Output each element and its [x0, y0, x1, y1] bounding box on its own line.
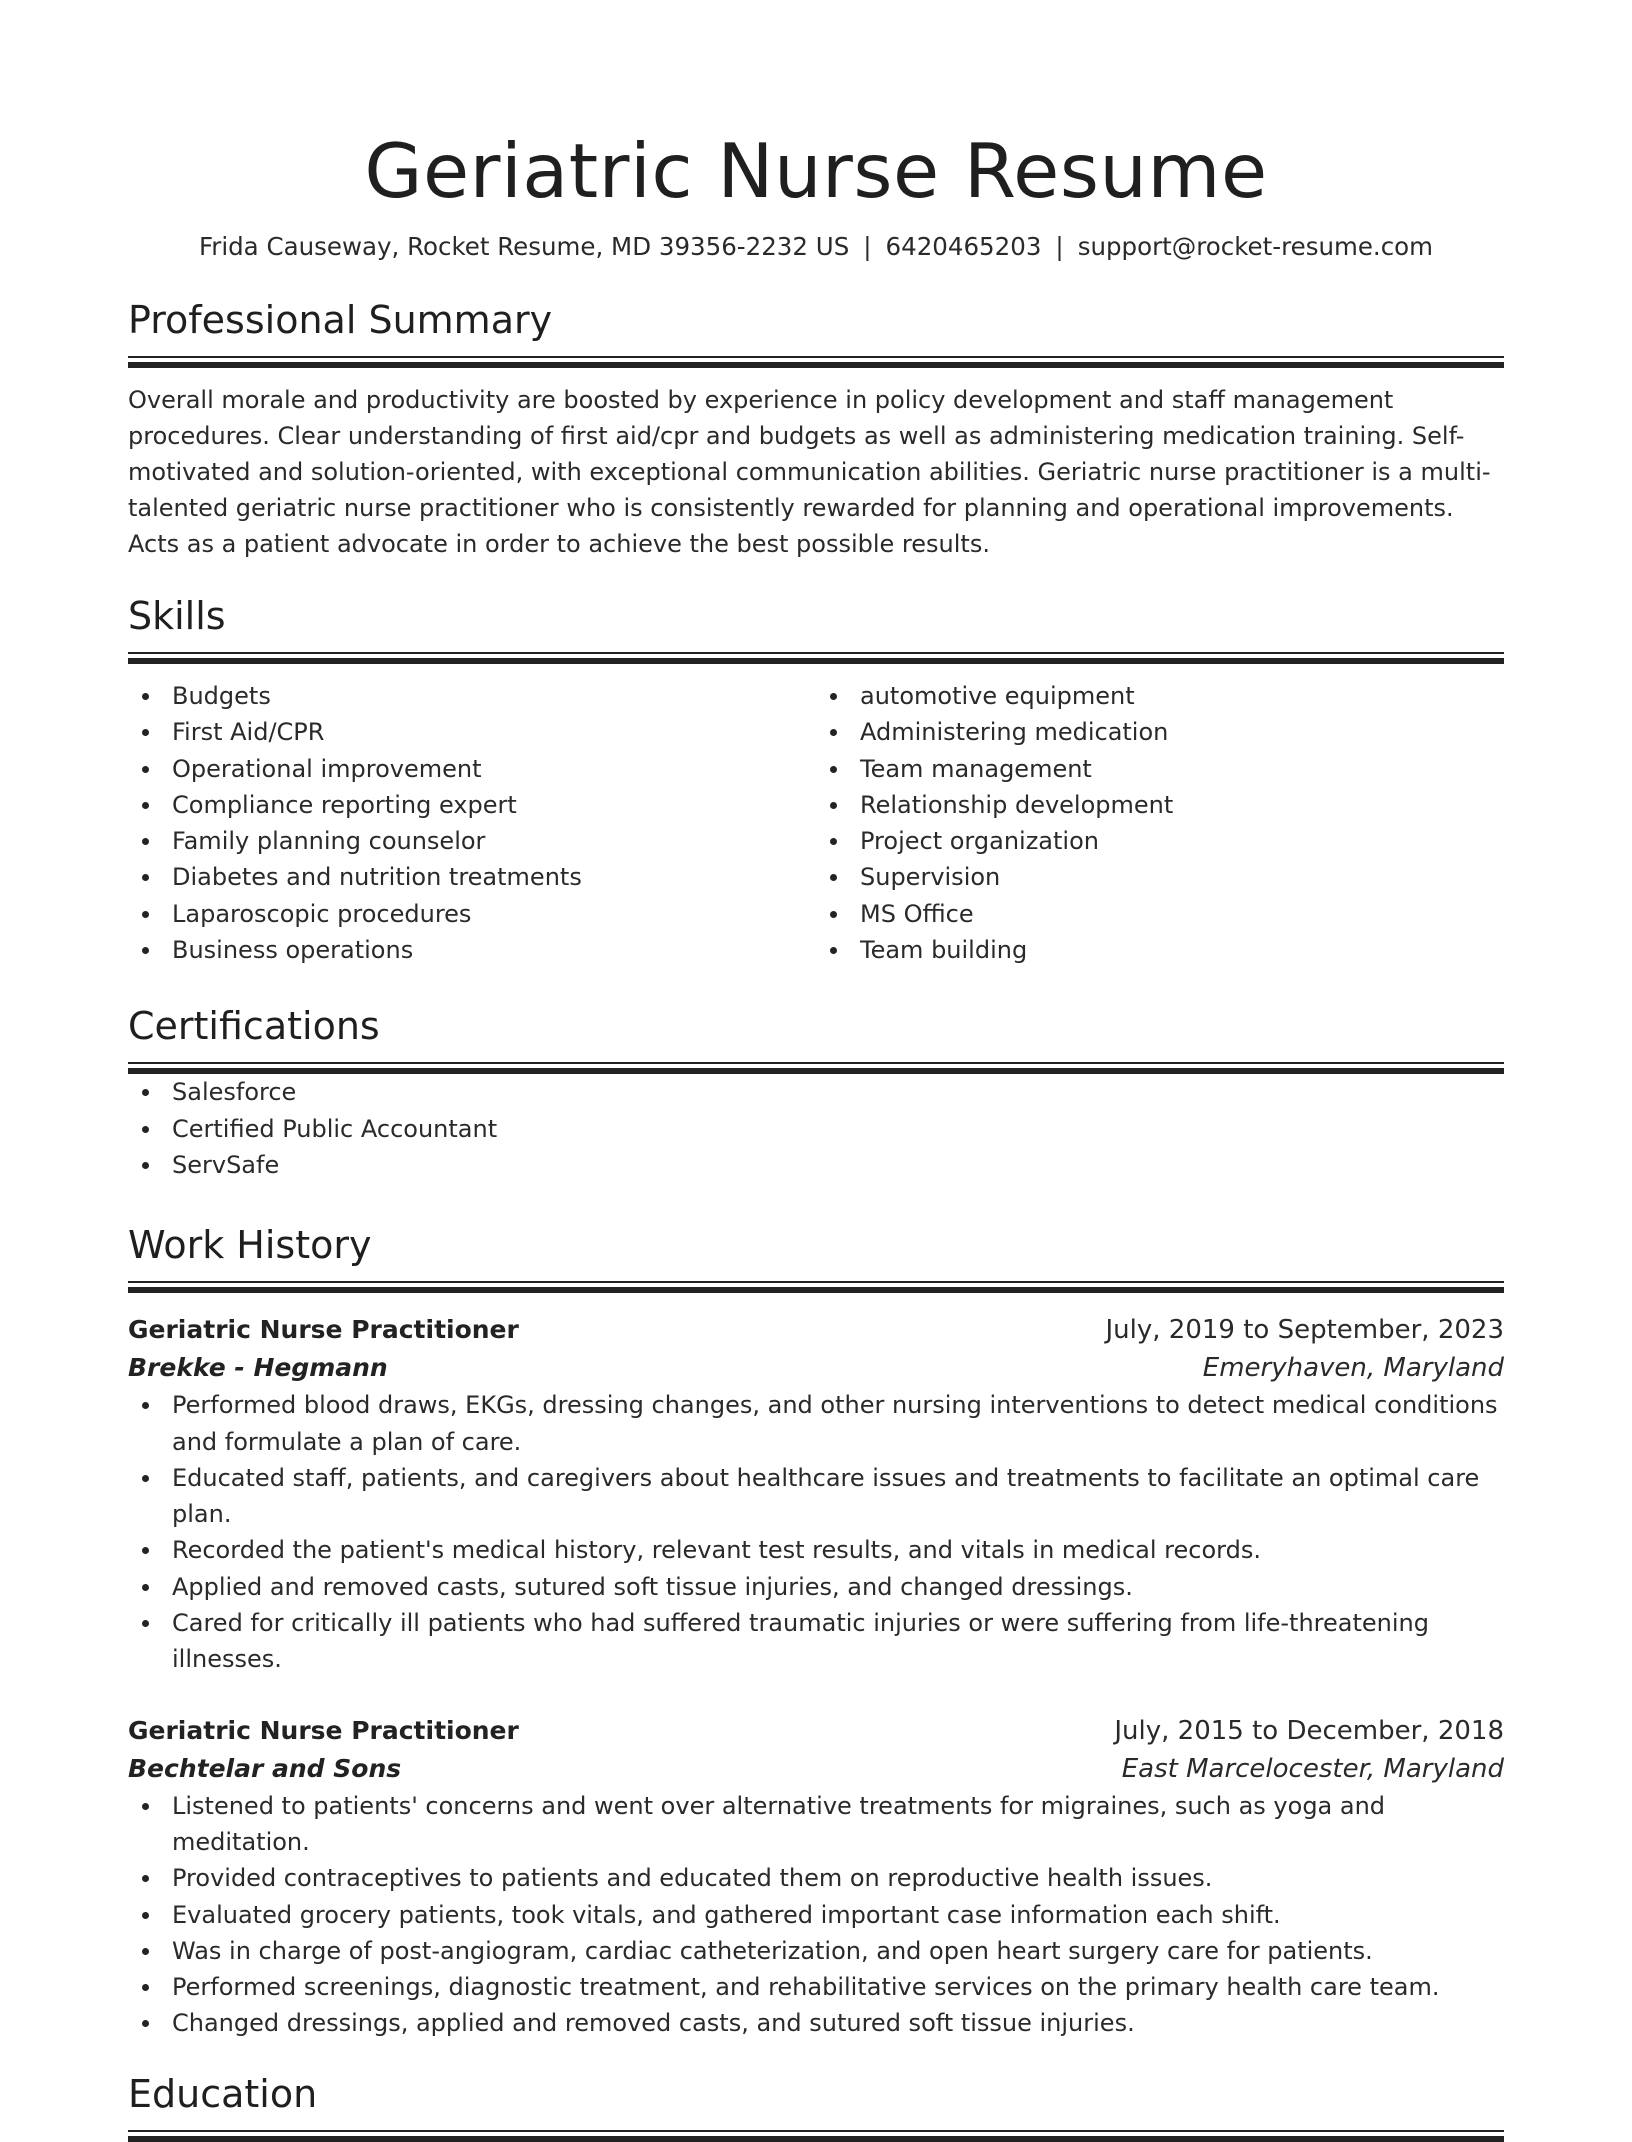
- certifications-list: [128, 1074, 1504, 1183]
- skill-item: First Aid/CPR: [128, 714, 816, 750]
- section-divider: [128, 652, 1504, 664]
- skill-item: Laparoscopic procedures: [128, 896, 816, 932]
- section-heading-certifications: Certifications: [128, 1004, 380, 1049]
- skill-item: Project organization: [816, 823, 1504, 859]
- skills-column-right: [816, 678, 1504, 968]
- education-section: [128, 2070, 1504, 2142]
- section-divider: [128, 1062, 1504, 1074]
- certification-item: Certified Public Accountant: [128, 1111, 1504, 1147]
- section-heading-education: Education: [128, 2071, 318, 2116]
- job-duty-item: Provided contraceptives to patients and educated them on reproductive health issues.: [128, 1860, 1504, 1896]
- contact-phone: 6420465203: [885, 232, 1042, 261]
- job-duty-item: Performed screenings, diagnostic treatment, and rehabilitative services on the primary health care team.: [128, 1969, 1504, 2005]
- section-divider: [128, 2130, 1504, 2142]
- job-header-row: [128, 1311, 1504, 1349]
- certification-item: Salesforce: [128, 1074, 1504, 1110]
- contact-line: [128, 230, 1504, 264]
- section-heading-skills: Skills: [128, 594, 226, 638]
- contact-separator: |: [1055, 232, 1064, 261]
- skills-grid: [128, 678, 1504, 968]
- skill-item: Operational improvement: [128, 751, 816, 787]
- certifications-section: [128, 1002, 1504, 1183]
- contact-separator: |: [863, 232, 872, 261]
- skill-item: automotive equipment: [816, 678, 1504, 714]
- job-title: Geriatric Nurse Practitioner: [128, 1315, 519, 1345]
- resume-title: Geriatric Nurse Resume: [364, 127, 1268, 215]
- job-duties-list: [128, 1387, 1504, 1677]
- skill-item: Family planning counselor: [128, 823, 816, 859]
- job-entry: [128, 1311, 1504, 1677]
- section-heading-work-history: Work History: [128, 1223, 372, 1268]
- section-divider: [128, 1281, 1504, 1293]
- job-location: East Marcelocester, Maryland: [1121, 1753, 1504, 1784]
- job-company-row: [128, 1750, 1504, 1788]
- skill-item: Diabetes and nutrition treatments: [128, 859, 816, 895]
- job-duty-item: Performed blood draws, EKGs, dressing changes, and other nursing interventions to detect medical conditions and formulate a plan of care.: [128, 1387, 1504, 1460]
- skill-item: Administering medication: [816, 714, 1504, 750]
- job-company: Bechtelar and Sons: [128, 1753, 402, 1783]
- skill-item: MS Office: [816, 896, 1504, 932]
- contact-email: support@rocket-resume.com: [1077, 232, 1434, 261]
- summary-text: Overall morale and productivity are boosted by experience in policy development and staff management procedures. Clear understanding of first aid/cpr and budgets as well as administering medication training. Self-motivated and solution-oriented, with exceptional communication abilities. Geriatric nurse practitioner is a multi-talented geriatric nurse practitioner who is consistently rewarded for planning and operational improvements. Acts as a patient advocate in order to achieve the best possible results.: [128, 386, 1491, 558]
- job-duty-item: Applied and removed casts, sutured soft tissue injuries, and changed dressings.: [128, 1569, 1504, 1605]
- skill-item: Compliance reporting expert: [128, 787, 816, 823]
- skill-item: Budgets: [128, 678, 816, 714]
- job-duty-item: Changed dressings, applied and removed casts, and sutured soft tissue injuries.: [128, 2005, 1504, 2041]
- job-duty-item: Listened to patients' concerns and went over alternative treatments for migraines, such as yoga and meditation.: [128, 1788, 1504, 1861]
- job-location: Emeryhaven, Maryland: [1202, 1353, 1504, 1384]
- professional-summary-section: [128, 296, 1504, 562]
- contact-address: Frida Causeway, Rocket Resume, MD 39356-2232 US: [198, 232, 850, 261]
- skills-list-right: [816, 678, 1504, 968]
- job-duty-item: Cared for critically ill patients who had suffered traumatic injuries or were suffering from life-threatening illnesses.: [128, 1605, 1504, 1678]
- skill-item: Team management: [816, 751, 1504, 787]
- job-dates: July, 2015 to December, 2018: [1114, 1715, 1504, 1746]
- job-duty-item: Recorded the patient's medical history, relevant test results, and vitals in medical records.: [128, 1532, 1504, 1568]
- job-dates: July, 2019 to September, 2023: [1105, 1315, 1504, 1346]
- job-title: Geriatric Nurse Practitioner: [128, 1715, 519, 1745]
- job-company: Brekke - Hegmann: [128, 1353, 388, 1383]
- job-duty-item: Educated staff, patients, and caregivers about healthcare issues and treatments to facilitate an optimal care plan.: [128, 1460, 1504, 1533]
- skill-item: Team building: [816, 932, 1504, 968]
- skill-item: Relationship development: [816, 787, 1504, 823]
- job-duty-item: Evaluated grocery patients, took vitals, and gathered important case information each shift.: [128, 1897, 1504, 1933]
- job-duties-list: [128, 1788, 1504, 2042]
- skills-list-left: [128, 678, 816, 968]
- section-heading-summary: Professional Summary: [128, 298, 553, 342]
- job-duty-item: Was in charge of post-angiogram, cardiac catheterization, and open heart surgery care for patients.: [128, 1933, 1504, 1969]
- skill-item: Supervision: [816, 859, 1504, 895]
- job-company-row: [128, 1349, 1504, 1387]
- work-history-section: [128, 1221, 1504, 2041]
- certification-item: ServSafe: [128, 1147, 1504, 1183]
- job-header-row: [128, 1712, 1504, 1750]
- section-divider: [128, 356, 1504, 368]
- skill-item: Business operations: [128, 932, 816, 968]
- job-entry: [128, 1712, 1504, 2042]
- skills-section: [128, 592, 1504, 968]
- skills-column-left: [128, 678, 816, 968]
